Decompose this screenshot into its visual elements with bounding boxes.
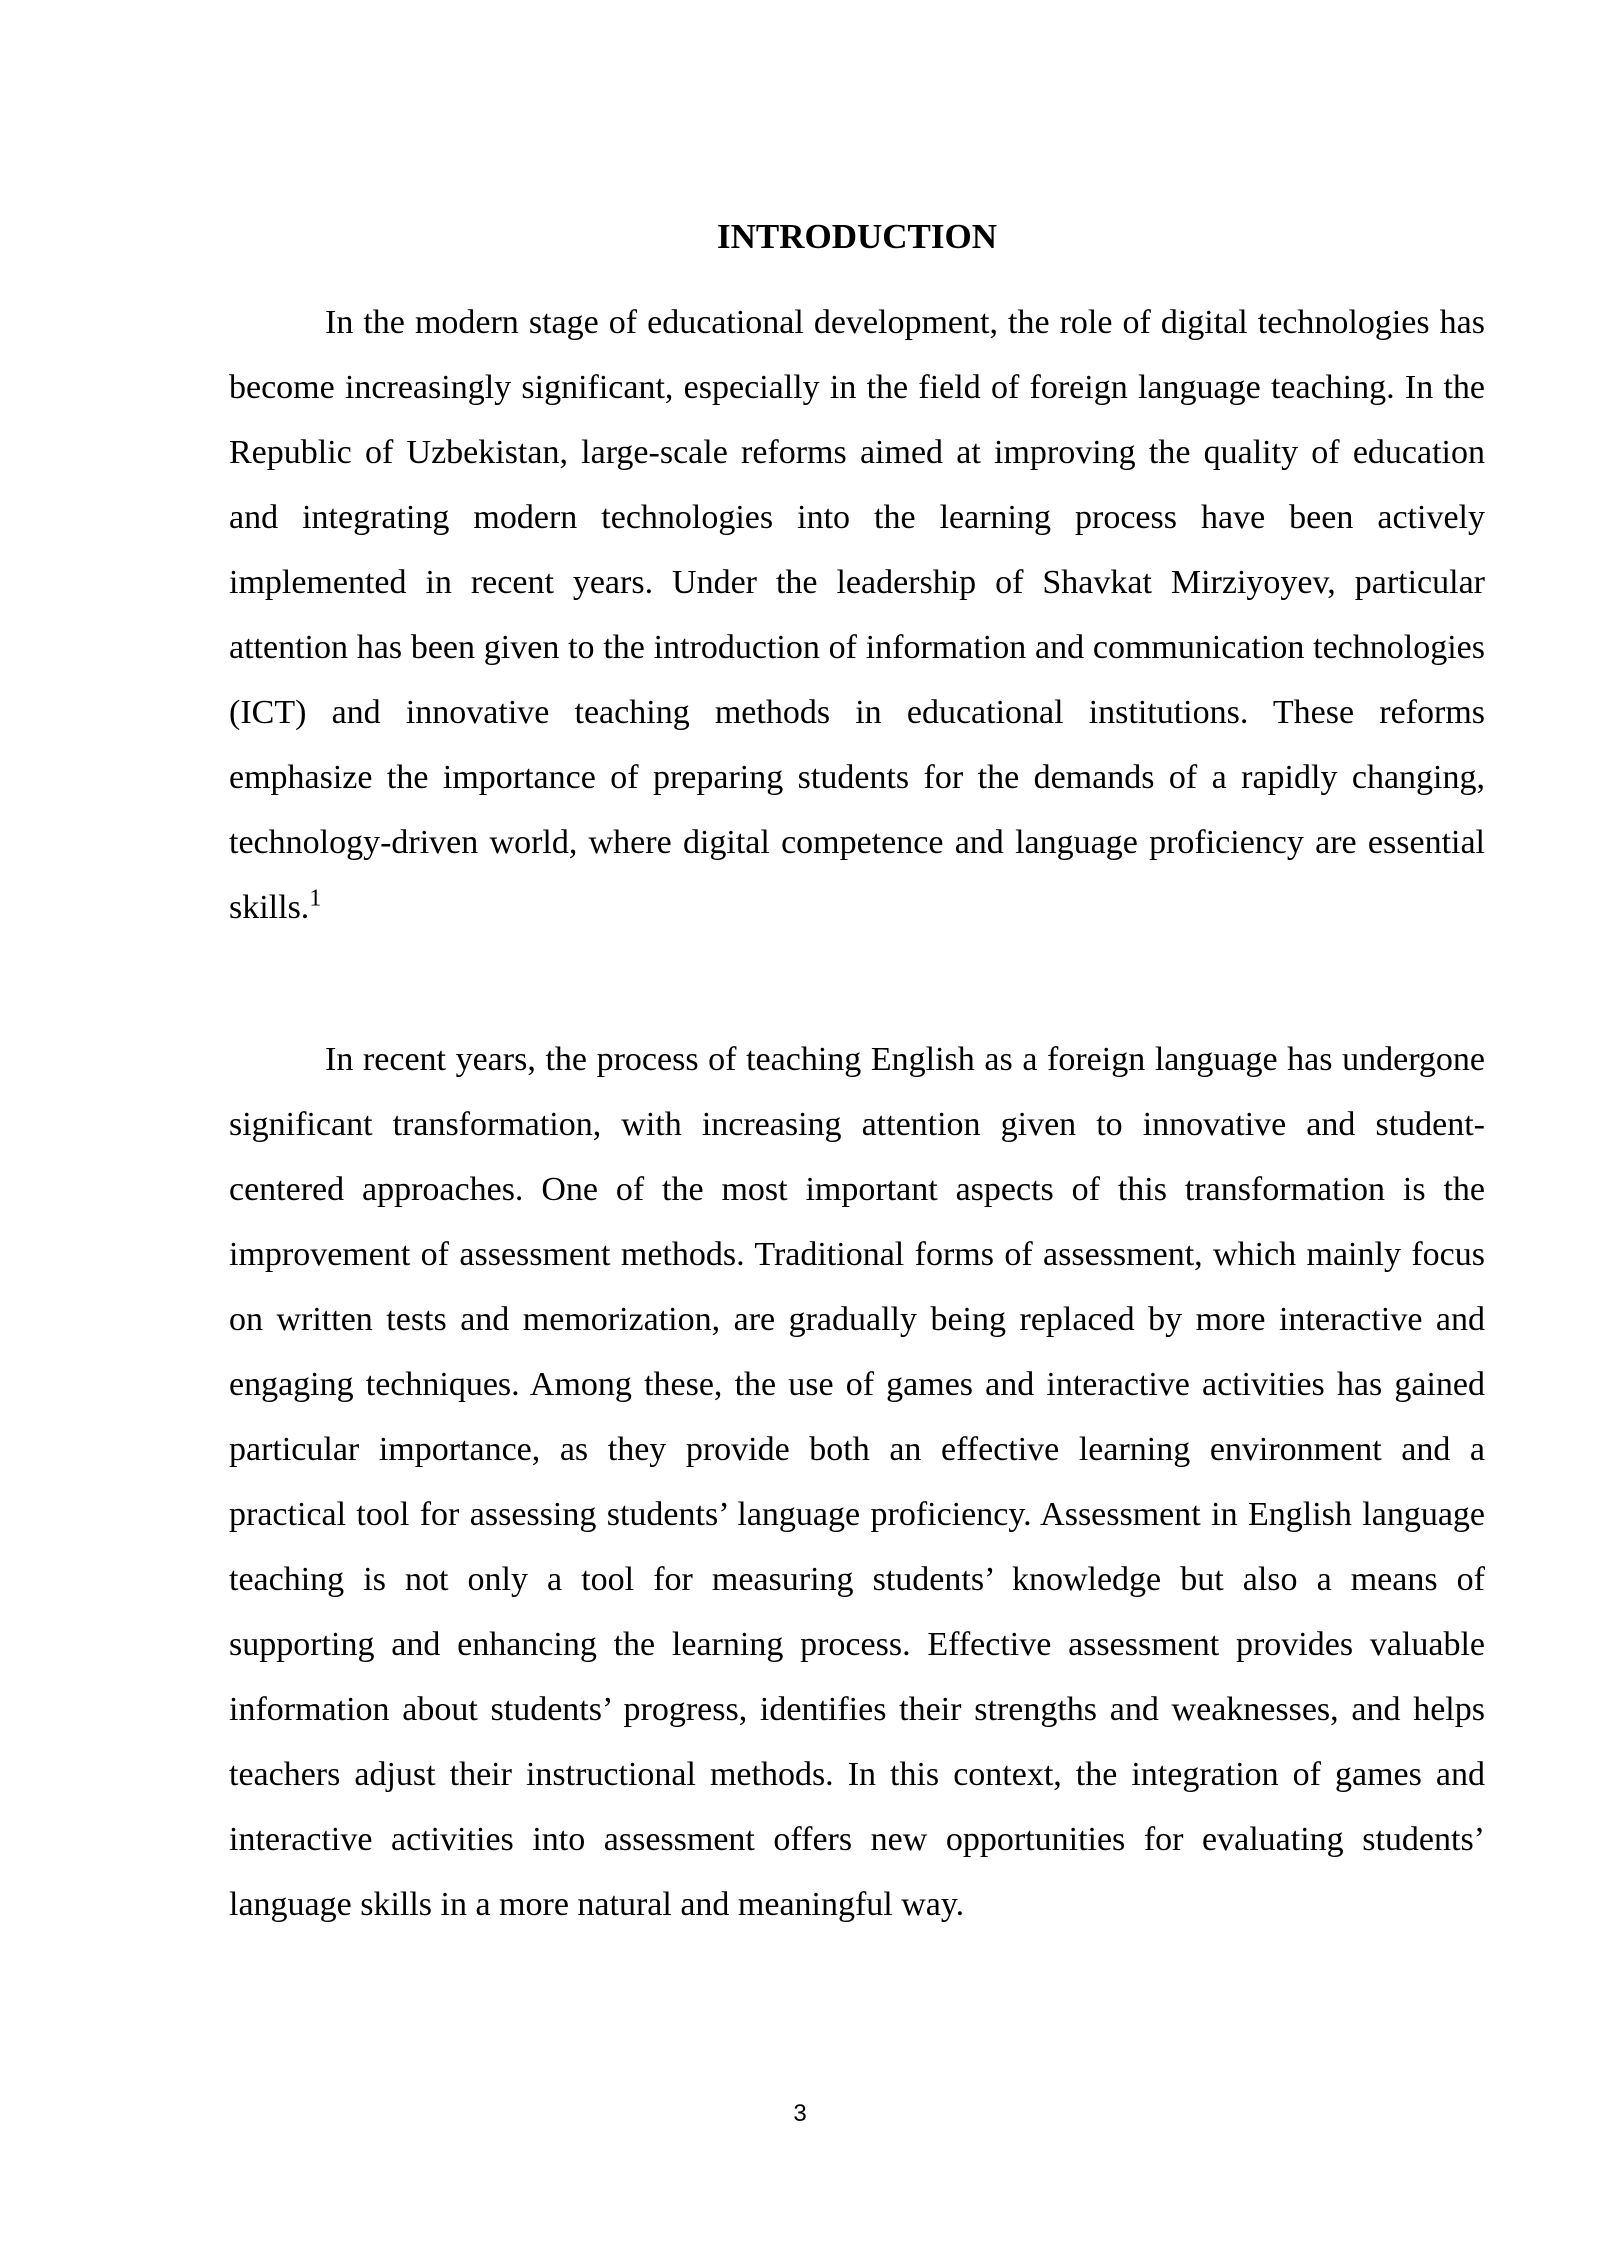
paragraph-1 xyxy=(229,290,1485,940)
paragraph-1-text: In the modern stage of educational development, the role of digital technologies has become increasingly significant, especially in the field of foreign language teaching. In the Republic of Uzbekistan, large-scale reforms aimed at improving the quality of education and integrating modern technologies into the learning process have been actively implemented in recent years. Under the leadership of Shavkat Mirziyoyev, particular attention has been given to the introduction of information and communication technologies (ICT) and innovative teaching methods in educational institutions. These reforms emphasize the importance of preparing students for the demands of a rapidly changing, technology-driven world, where digital competence and language proficiency are essential skills. xyxy=(229,304,1485,926)
footnote-reference[interactable]: 1 xyxy=(309,885,322,912)
paragraph-2 xyxy=(229,1027,1485,1937)
page-title: INTRODUCTION xyxy=(716,217,998,256)
page-number: 3 xyxy=(793,2100,807,2127)
paragraph-2-text: In recent years, the process of teaching English as a foreign language has undergone significant transformation, with increasing attention given to innovative and student-centered approaches. One of the most important aspects of this transformation is the improvement of assessment methods. Traditional forms of assessment, which mainly focus on written tests and memorization, are gradually being replaced by more interactive and engaging techniques. Among these, the use of games and interactive activities has gained particular importance, as they provide both an effective learning environment and a practical tool for assessing students’ language proficiency. Assessment in English language teaching is not only a tool for measuring students’ knowledge but also a means of supporting and enhancing the learning process. Effective assessment provides valuable information about students’ progress, identifies their strengths and weaknesses, and helps teachers adjust their instructional methods. In this context, the integration of games and interactive activities into assessment offers new opportunities for evaluating students’ language skills in a more natural and meaningful way. xyxy=(229,1041,1485,1923)
